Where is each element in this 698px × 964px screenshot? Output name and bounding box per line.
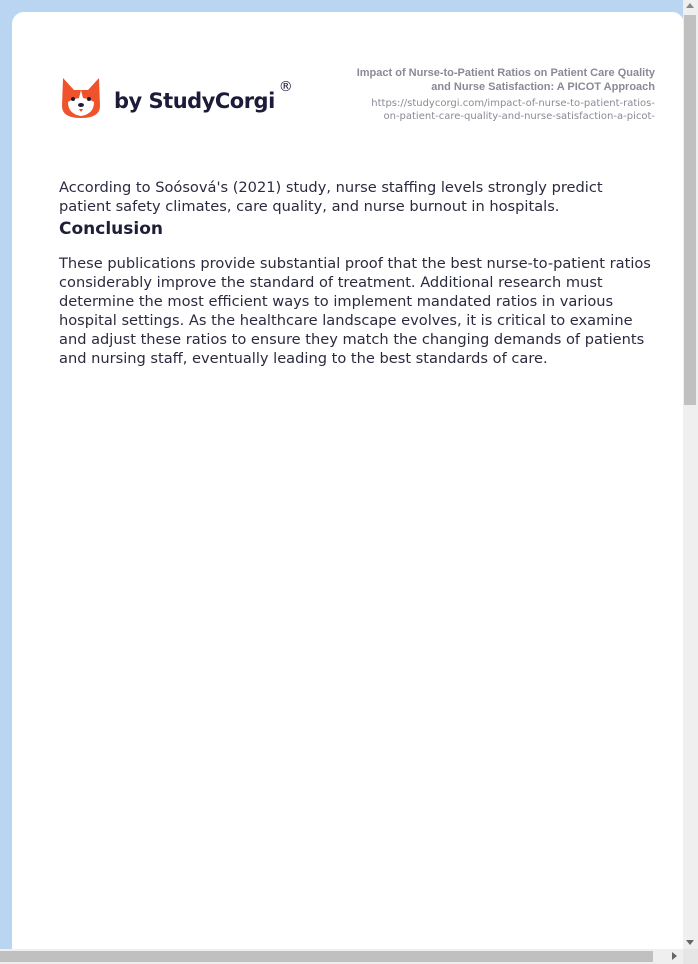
document-title-line2: and Nurse Satisfaction: A PICOT Approach <box>431 81 655 93</box>
corgi-icon <box>60 76 102 120</box>
document-page <box>12 12 684 952</box>
document-title <box>295 66 655 94</box>
studycorgi-logo[interactable] <box>60 76 292 120</box>
vertical-scrollbar[interactable] <box>683 0 698 949</box>
horizontal-scrollbar[interactable] <box>0 949 683 964</box>
logo-text: by StudyCorgi® <box>114 79 293 113</box>
intro-paragraph: According to Soósová's (2021) study, nurse staffing levels strongly predict patient safety climates, care quality, and nurse burnout in hospitals. <box>59 179 603 215</box>
scroll-up-arrow-icon[interactable] <box>686 3 694 8</box>
document-meta <box>295 66 655 123</box>
scrollbar-corner <box>683 949 698 964</box>
registered-mark: ® <box>278 79 293 95</box>
document-url[interactable] <box>295 97 655 123</box>
scroll-right-arrow-icon[interactable] <box>672 952 677 960</box>
document-content <box>59 178 659 368</box>
scroll-down-arrow-icon[interactable] <box>686 940 694 945</box>
horizontal-scroll-thumb[interactable] <box>0 951 653 962</box>
page-header <box>12 12 684 152</box>
conclusion-heading: Conclusion <box>59 219 163 239</box>
document-url-line1: https://studycorgi.com/impact-of-nurse-to-patient-ratios- <box>371 98 655 109</box>
document-title-line1: Impact of Nurse-to-Patient Ratios on Patient Care Quality <box>356 67 655 79</box>
conclusion-paragraph: These publications provide substantial proof that the best nurse-to-patient ratios considerably improve the standard of treatment. Additional research must determine the most efficient ways to implement mandated ratios in various hospital settings. As the healthcare landscape evolves, it is critical to examine and adjust these ratios to ensure they match the changing demands of patients and nursing staff, eventually leading to the best standards of care. <box>59 255 651 367</box>
vertical-scroll-thumb[interactable] <box>684 15 696 405</box>
document-url-line2: on-patient-care-quality-and-nurse-satisfaction-a-picot- <box>383 111 655 122</box>
